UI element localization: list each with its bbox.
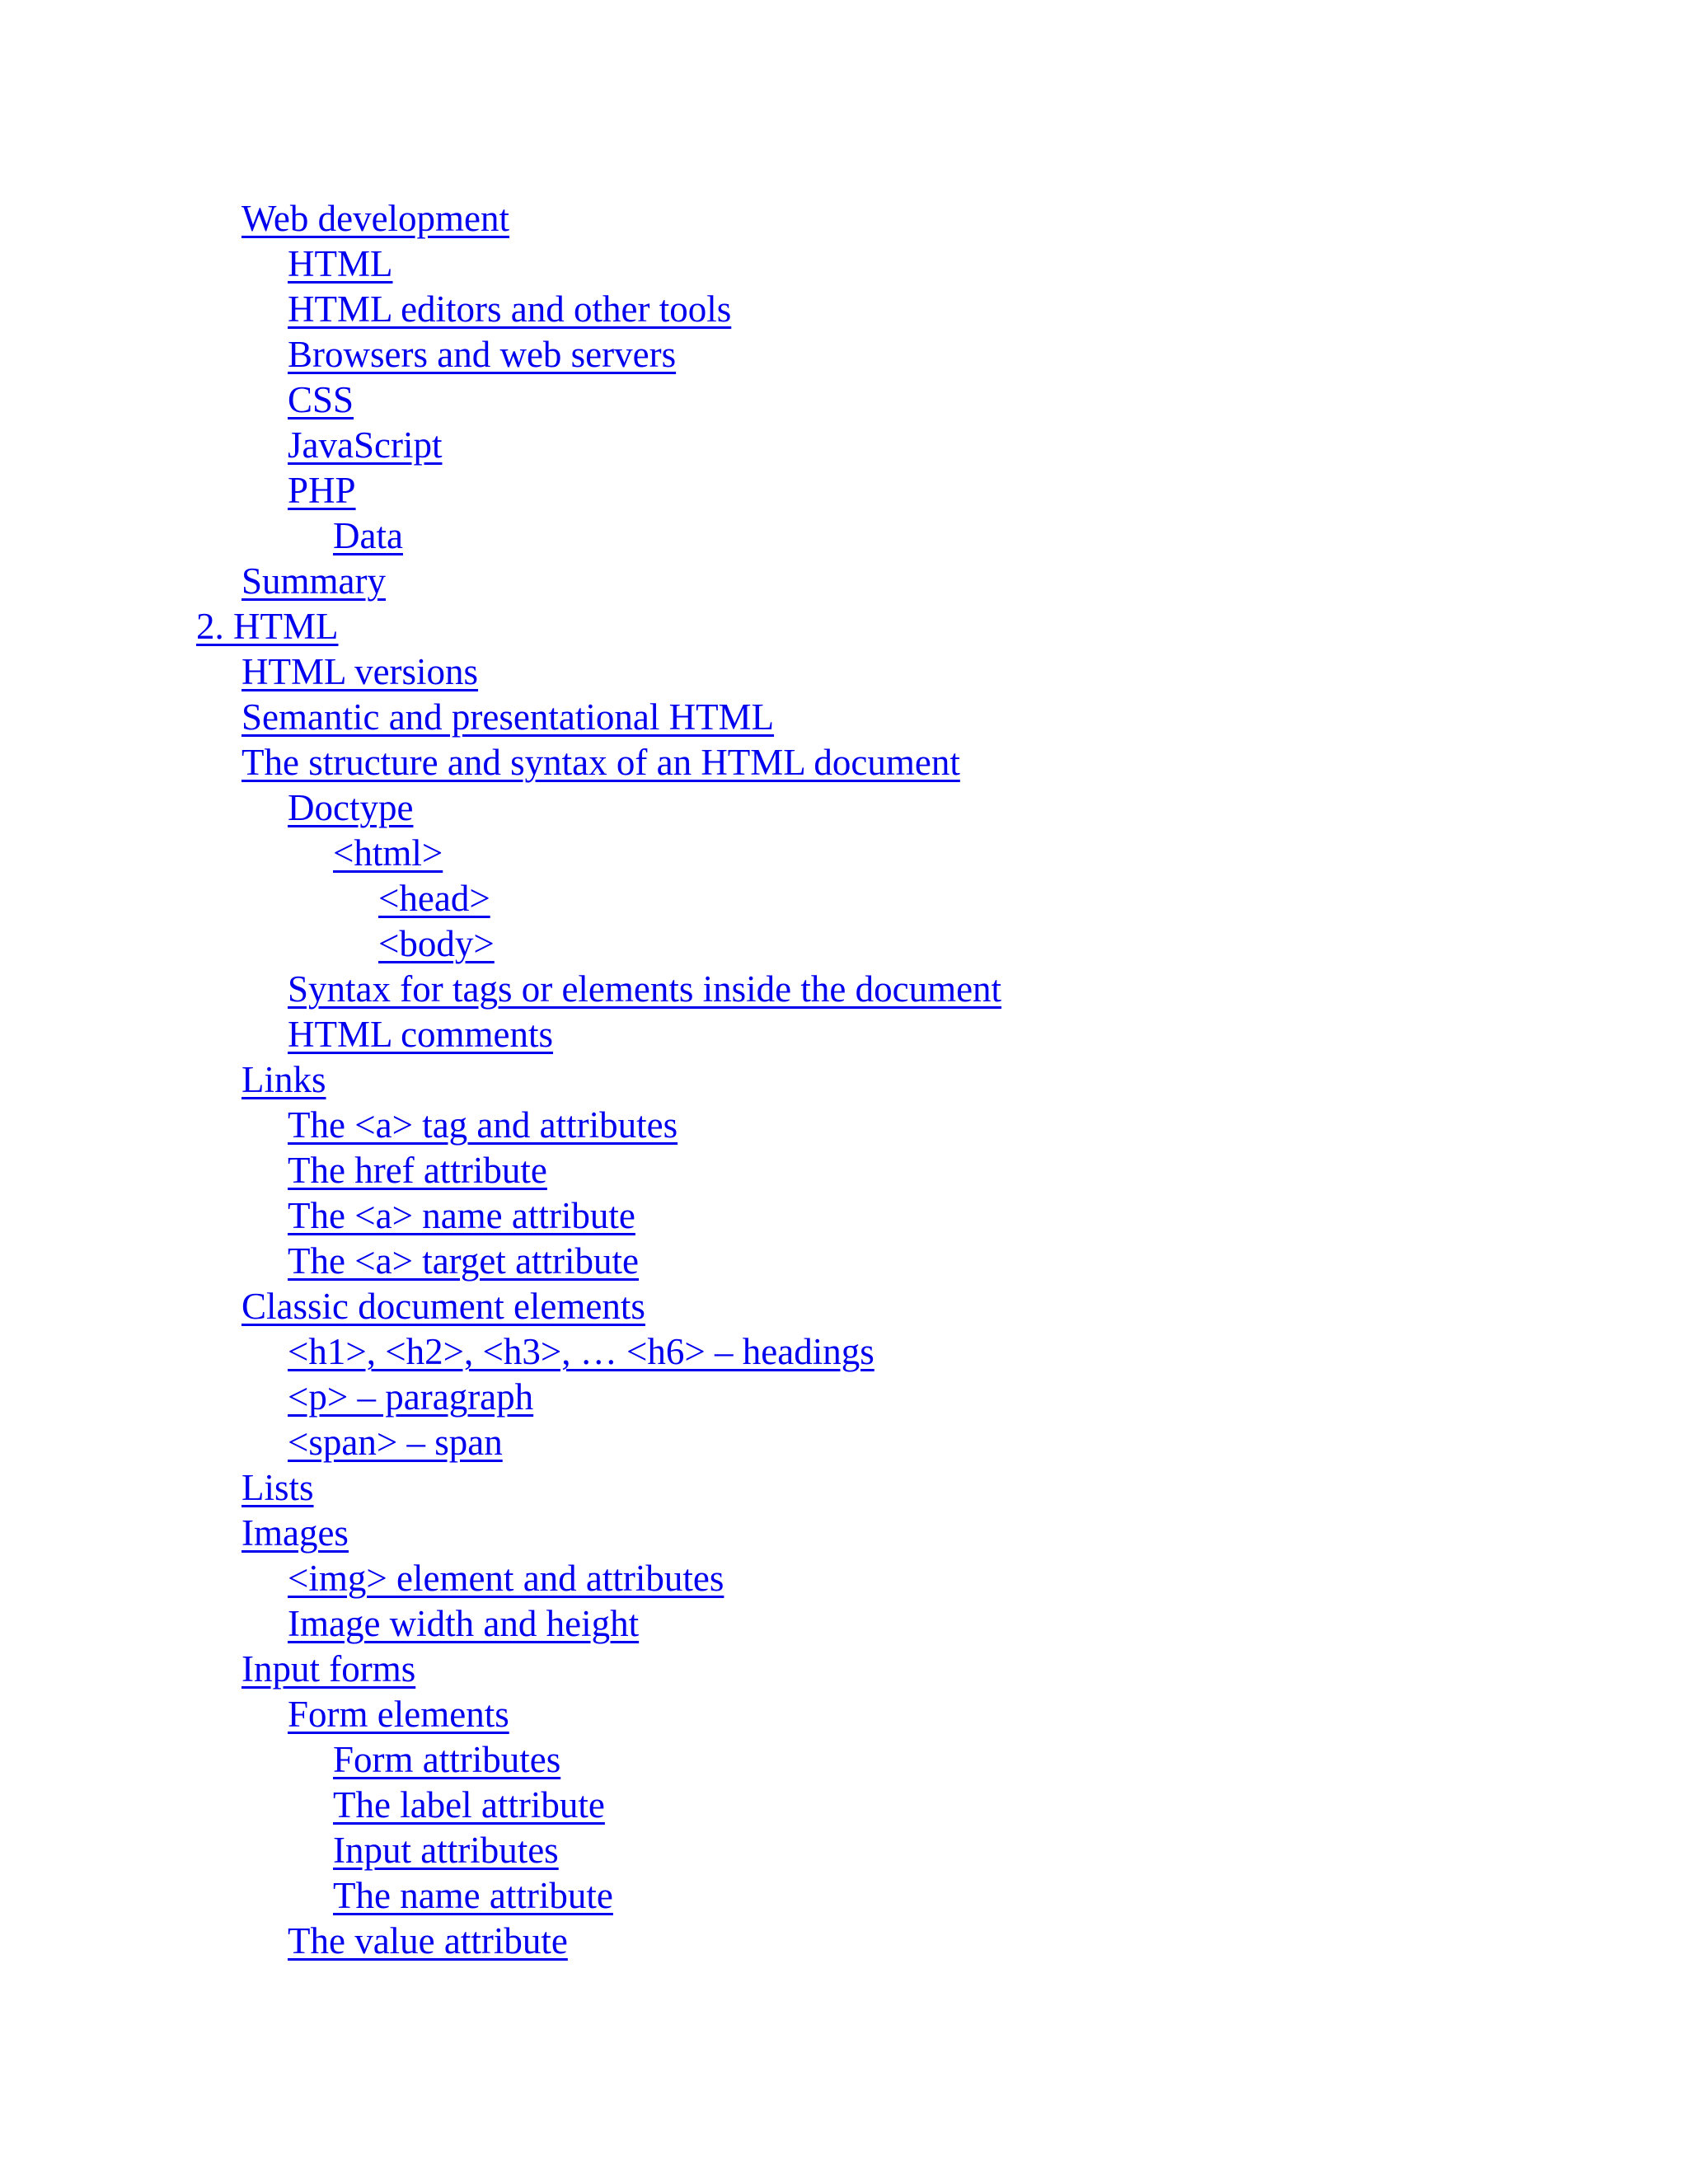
toc-item — [0, 649, 1688, 695]
toc-item — [0, 831, 1688, 876]
toc-link[interactable]: JavaScript — [288, 424, 443, 466]
toc-link[interactable]: CSS — [288, 379, 354, 420]
toc-item — [0, 1873, 1688, 1919]
toc-item — [0, 287, 1688, 332]
toc-item — [0, 1783, 1688, 1828]
toc-item — [0, 468, 1688, 513]
toc-link[interactable]: Input forms — [241, 1648, 416, 1690]
toc-link[interactable]: Form attributes — [333, 1739, 561, 1780]
toc-item — [0, 1375, 1688, 1420]
toc-link[interactable]: 2. HTML — [196, 606, 339, 647]
toc-link[interactable]: <p> – paragraph — [288, 1376, 534, 1418]
toc-link[interactable]: Classic document elements — [241, 1286, 645, 1327]
toc-link[interactable]: The value attribute — [288, 1920, 568, 1961]
toc-link[interactable]: <body> — [378, 923, 495, 964]
toc-link[interactable]: Image width and height — [288, 1603, 640, 1644]
toc-item — [0, 423, 1688, 468]
toc-link[interactable]: Lists — [241, 1467, 314, 1508]
toc-link[interactable]: PHP — [288, 470, 356, 511]
toc-link[interactable]: The label attribute — [333, 1784, 605, 1825]
toc-item — [0, 1239, 1688, 1284]
toc-item — [0, 1012, 1688, 1057]
toc-link[interactable]: Form elements — [288, 1694, 509, 1735]
toc-item — [0, 1103, 1688, 1148]
toc-link[interactable]: The <a> target attribute — [288, 1240, 640, 1282]
toc-link[interactable]: Semantic and presentational HTML — [241, 696, 775, 738]
toc-item — [0, 1465, 1688, 1511]
toc-link[interactable]: The <a> name attribute — [288, 1195, 635, 1236]
table-of-contents — [0, 196, 1688, 1964]
toc-link[interactable]: The name attribute — [333, 1875, 613, 1916]
toc-link[interactable]: Doctype — [288, 787, 414, 828]
toc-link[interactable]: HTML — [288, 243, 393, 284]
toc-item — [0, 1556, 1688, 1601]
toc-link[interactable]: Summary — [241, 560, 386, 602]
toc-link[interactable]: Data — [333, 515, 403, 556]
toc-item — [0, 967, 1688, 1012]
toc-link[interactable]: Syntax for tags or elements inside the document — [288, 968, 1002, 1010]
toc-item — [0, 1329, 1688, 1375]
toc-link[interactable]: Input attributes — [333, 1830, 559, 1871]
toc-link[interactable]: <head> — [378, 878, 490, 919]
toc-item — [0, 740, 1688, 785]
toc-link[interactable]: Links — [241, 1059, 326, 1100]
toc-link[interactable]: Browsers and web servers — [288, 334, 677, 375]
toc-link[interactable]: Web development — [241, 198, 510, 239]
toc-item — [0, 196, 1688, 241]
toc-link[interactable]: HTML editors and other tools — [288, 288, 732, 330]
toc-item — [0, 1284, 1688, 1329]
toc-item — [0, 921, 1688, 967]
toc-item — [0, 876, 1688, 921]
toc-link[interactable]: <img> element and attributes — [288, 1558, 724, 1599]
toc-item — [0, 604, 1688, 649]
toc-item — [0, 785, 1688, 831]
toc-item — [0, 377, 1688, 423]
toc-link[interactable]: The <a> tag and attributes — [288, 1104, 678, 1146]
toc-item — [0, 695, 1688, 740]
toc-item — [0, 1737, 1688, 1783]
toc-link[interactable]: Images — [241, 1512, 349, 1554]
toc-item — [0, 1511, 1688, 1556]
toc-item — [0, 559, 1688, 604]
toc-item — [0, 1601, 1688, 1647]
toc-link[interactable]: HTML comments — [288, 1014, 554, 1055]
toc-link[interactable]: The href attribute — [288, 1150, 547, 1191]
toc-link[interactable]: <html> — [333, 832, 443, 874]
toc-item — [0, 513, 1688, 559]
toc-item — [0, 1420, 1688, 1465]
toc-item — [0, 1148, 1688, 1193]
toc-item — [0, 1647, 1688, 1692]
toc-link[interactable]: <h1>, <h2>, <h3>, … <h6> – headings — [288, 1331, 874, 1372]
toc-item — [0, 332, 1688, 377]
toc-item — [0, 241, 1688, 287]
toc-item — [0, 1057, 1688, 1103]
toc-item — [0, 1193, 1688, 1239]
toc-link[interactable]: The structure and syntax of an HTML document — [241, 742, 960, 783]
toc-item — [0, 1919, 1688, 1964]
toc-item — [0, 1692, 1688, 1737]
toc-item — [0, 1828, 1688, 1873]
toc-link[interactable]: HTML versions — [241, 651, 479, 692]
toc-link[interactable]: <span> – span — [288, 1422, 503, 1463]
